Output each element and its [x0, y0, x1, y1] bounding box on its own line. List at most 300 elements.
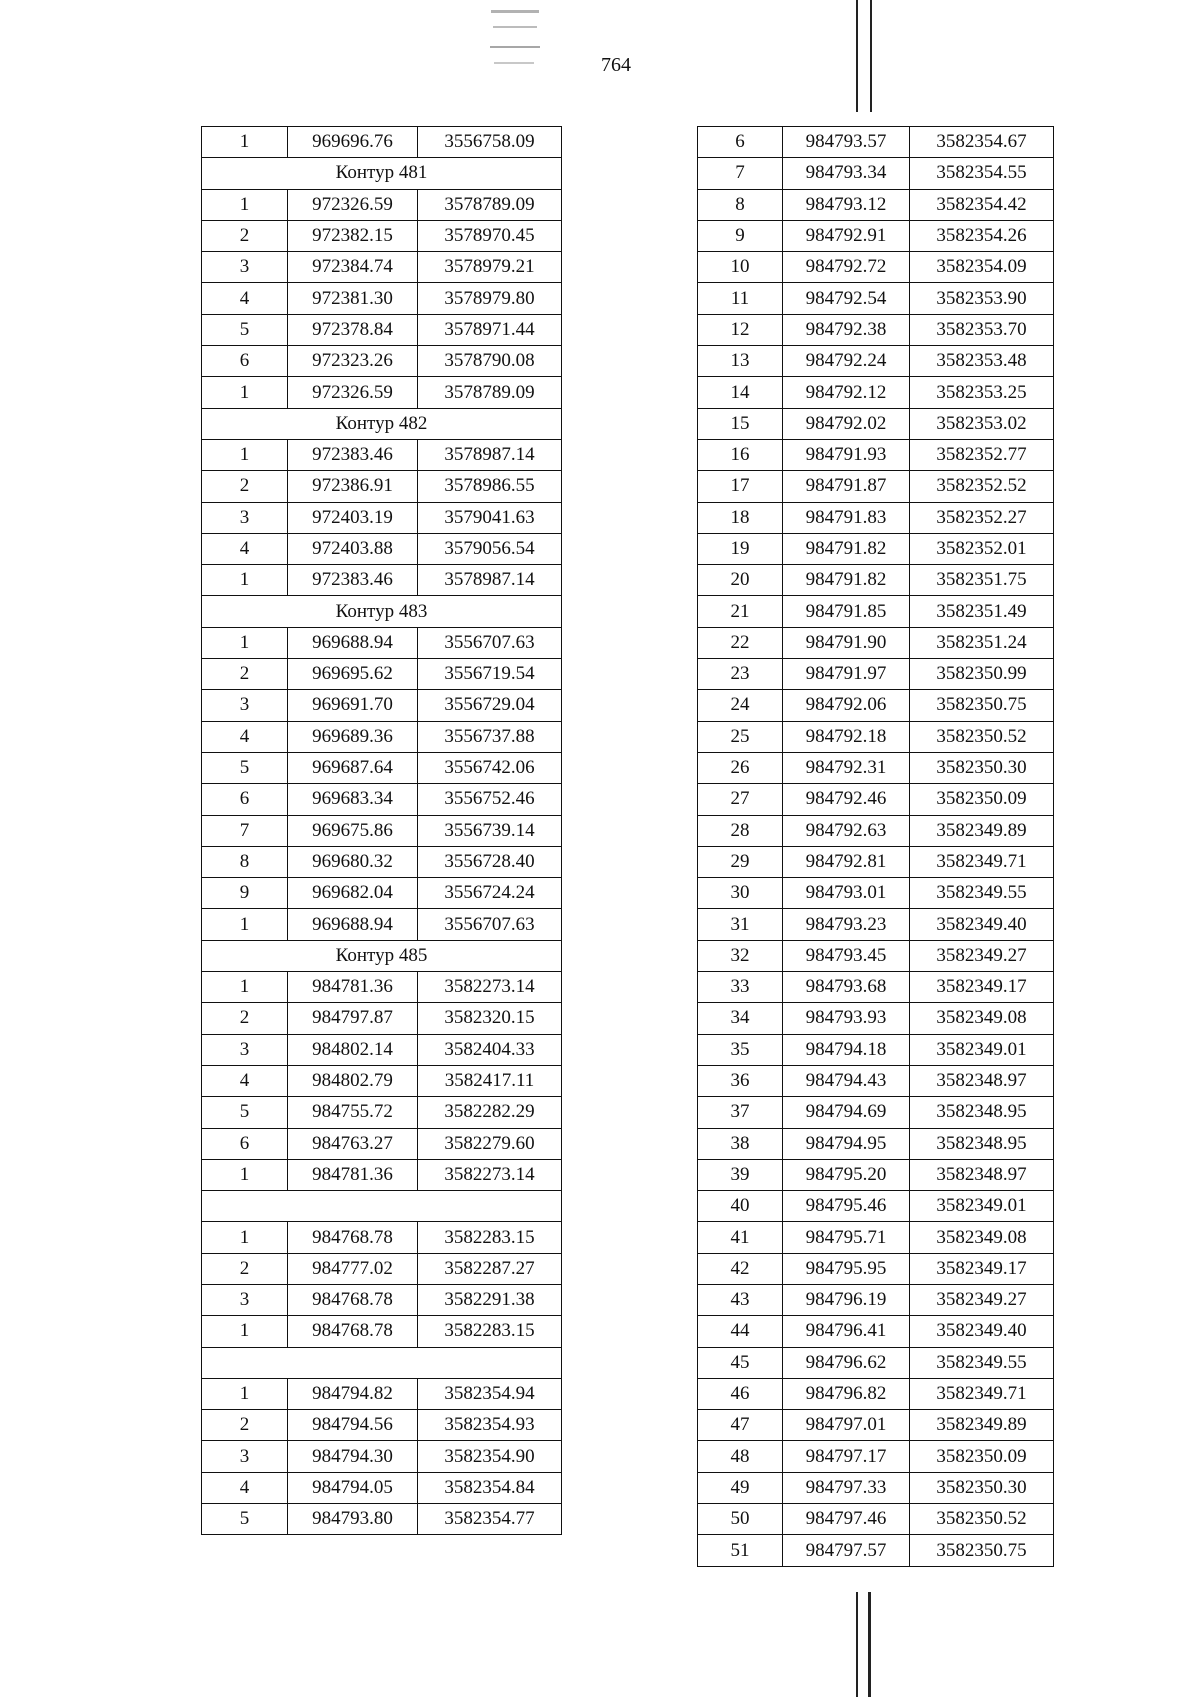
- table-row: [698, 314, 1054, 345]
- point-number: 27: [698, 784, 783, 815]
- y-coordinate: 3582279.60: [418, 1128, 562, 1159]
- scan-binding-line-bottom: [856, 1592, 858, 1697]
- table-row: [202, 1378, 562, 1409]
- point-number: 1: [202, 1159, 288, 1190]
- y-coordinate: 3582283.15: [418, 1222, 562, 1253]
- point-number: 1: [202, 439, 288, 470]
- table-row: [698, 627, 1054, 658]
- point-number: 50: [698, 1504, 783, 1535]
- point-number: 22: [698, 627, 783, 658]
- point-number: 16: [698, 439, 783, 470]
- table-row: [698, 1410, 1054, 1441]
- x-coordinate: 984791.90: [783, 627, 910, 658]
- point-number: 1: [202, 189, 288, 220]
- x-coordinate: 984793.68: [783, 972, 910, 1003]
- x-coordinate: 969687.64: [288, 752, 418, 783]
- point-number: 1: [202, 1316, 288, 1347]
- x-coordinate: 969682.04: [288, 878, 418, 909]
- x-coordinate: 984802.79: [288, 1065, 418, 1096]
- y-coordinate: 3582349.89: [910, 815, 1054, 846]
- point-number: 47: [698, 1410, 783, 1441]
- y-coordinate: 3582351.49: [910, 596, 1054, 627]
- x-coordinate: 972383.46: [288, 565, 418, 596]
- x-coordinate: 984792.38: [783, 314, 910, 345]
- contour-heading: Контур 485: [202, 940, 562, 971]
- table-row: [698, 408, 1054, 439]
- point-number: 1: [202, 909, 288, 940]
- table-row: [698, 659, 1054, 690]
- x-coordinate: 984792.12: [783, 377, 910, 408]
- table-row: [698, 690, 1054, 721]
- y-coordinate: 3582350.52: [910, 1504, 1054, 1535]
- x-coordinate: 984794.43: [783, 1065, 910, 1096]
- x-coordinate: 984794.18: [783, 1034, 910, 1065]
- table-row: [202, 846, 562, 877]
- point-number: 44: [698, 1316, 783, 1347]
- x-coordinate: 984791.87: [783, 471, 910, 502]
- table-row: [698, 1065, 1054, 1096]
- table-row: [202, 1159, 562, 1190]
- y-coordinate: 3582348.95: [910, 1097, 1054, 1128]
- x-coordinate: 984795.20: [783, 1159, 910, 1190]
- y-coordinate: 3582350.52: [910, 721, 1054, 752]
- scan-artifact-top: [493, 26, 537, 28]
- point-number: 5: [202, 1504, 288, 1535]
- y-coordinate: 3582349.55: [910, 1347, 1054, 1378]
- contour-heading: Контур 482: [202, 408, 562, 439]
- contour-heading-row: [202, 1191, 562, 1222]
- y-coordinate: 3582353.02: [910, 408, 1054, 439]
- x-coordinate: 984793.23: [783, 909, 910, 940]
- point-number: 5: [202, 752, 288, 783]
- x-coordinate: 984793.93: [783, 1003, 910, 1034]
- point-number: 13: [698, 346, 783, 377]
- x-coordinate: 969689.36: [288, 721, 418, 752]
- point-number: 1: [202, 1378, 288, 1409]
- contour-heading: Контур 481: [202, 158, 562, 189]
- x-coordinate: 984793.12: [783, 189, 910, 220]
- y-coordinate: 3556729.04: [418, 690, 562, 721]
- x-coordinate: 972383.46: [288, 439, 418, 470]
- table-row: [202, 346, 562, 377]
- table-row: [698, 815, 1054, 846]
- y-coordinate: 3582348.97: [910, 1065, 1054, 1096]
- x-coordinate: 984792.72: [783, 252, 910, 283]
- y-coordinate: 3578987.14: [418, 439, 562, 470]
- y-coordinate: 3556737.88: [418, 721, 562, 752]
- table-row: [202, 659, 562, 690]
- table-row: [698, 878, 1054, 909]
- y-coordinate: 3582354.90: [418, 1441, 562, 1472]
- point-number: 45: [698, 1347, 783, 1378]
- y-coordinate: 3556739.14: [418, 815, 562, 846]
- table-row: [202, 1222, 562, 1253]
- point-number: 1: [202, 127, 288, 158]
- point-number: 3: [202, 690, 288, 721]
- x-coordinate: 969696.76: [288, 127, 418, 158]
- y-coordinate: 3582350.30: [910, 752, 1054, 783]
- table-row: [698, 846, 1054, 877]
- x-coordinate: 984763.27: [288, 1128, 418, 1159]
- point-number: 6: [698, 127, 783, 158]
- contour-heading-row: [202, 1347, 562, 1378]
- x-coordinate: 984792.46: [783, 784, 910, 815]
- y-coordinate: 3556707.63: [418, 909, 562, 940]
- scan-binding-line-top: [870, 0, 872, 112]
- point-number: 11: [698, 283, 783, 314]
- y-coordinate: 3582349.71: [910, 846, 1054, 877]
- x-coordinate: 984792.54: [783, 283, 910, 314]
- scan-artifact-top: [491, 10, 539, 13]
- x-coordinate: 984791.85: [783, 596, 910, 627]
- table-row: [698, 784, 1054, 815]
- table-row: [202, 1003, 562, 1034]
- x-coordinate: 984796.82: [783, 1378, 910, 1409]
- table-row: [202, 314, 562, 345]
- point-number: 39: [698, 1159, 783, 1190]
- point-number: 30: [698, 878, 783, 909]
- point-number: 20: [698, 565, 783, 596]
- coordinates-table-left: [201, 126, 562, 1535]
- scan-artifact-top: [494, 62, 534, 64]
- y-coordinate: 3582353.90: [910, 283, 1054, 314]
- contour-heading-row: [202, 596, 562, 627]
- y-coordinate: 3582354.42: [910, 189, 1054, 220]
- x-coordinate: 984795.71: [783, 1222, 910, 1253]
- y-coordinate: 3582350.30: [910, 1472, 1054, 1503]
- y-coordinate: 3582353.25: [910, 377, 1054, 408]
- x-coordinate: 984792.02: [783, 408, 910, 439]
- x-coordinate: 969683.34: [288, 784, 418, 815]
- x-coordinate: 984797.46: [783, 1504, 910, 1535]
- x-coordinate: 969688.94: [288, 909, 418, 940]
- y-coordinate: 3556742.06: [418, 752, 562, 783]
- x-coordinate: 984781.36: [288, 1159, 418, 1190]
- x-coordinate: 972326.59: [288, 189, 418, 220]
- x-coordinate: 984794.56: [288, 1410, 418, 1441]
- x-coordinate: 984791.82: [783, 565, 910, 596]
- point-number: 18: [698, 502, 783, 533]
- point-number: 1: [202, 1222, 288, 1253]
- x-coordinate: 984791.83: [783, 502, 910, 533]
- x-coordinate: 984796.19: [783, 1284, 910, 1315]
- point-number: 41: [698, 1222, 783, 1253]
- table-row: [698, 127, 1054, 158]
- point-number: 3: [202, 502, 288, 533]
- point-number: 26: [698, 752, 783, 783]
- point-number: 2: [202, 1410, 288, 1441]
- y-coordinate: 3582349.27: [910, 1284, 1054, 1315]
- table-row: [202, 1034, 562, 1065]
- table-row: [698, 1472, 1054, 1503]
- x-coordinate: 984794.95: [783, 1128, 910, 1159]
- point-number: 31: [698, 909, 783, 940]
- coordinates-table-right: [697, 126, 1054, 1567]
- table-row: [202, 252, 562, 283]
- x-coordinate: 972378.84: [288, 314, 418, 345]
- y-coordinate: 3578979.21: [418, 252, 562, 283]
- scan-artifact-top: [490, 46, 540, 48]
- x-coordinate: 972381.30: [288, 283, 418, 314]
- y-coordinate: 3582350.75: [910, 1535, 1054, 1566]
- x-coordinate: 984792.31: [783, 752, 910, 783]
- point-number: 35: [698, 1034, 783, 1065]
- y-coordinate: 3582350.09: [910, 1441, 1054, 1472]
- table-row: [698, 283, 1054, 314]
- table-row: [698, 1378, 1054, 1409]
- x-coordinate: 984791.93: [783, 439, 910, 470]
- table-row: [698, 471, 1054, 502]
- x-coordinate: 984768.78: [288, 1316, 418, 1347]
- x-coordinate: 984792.24: [783, 346, 910, 377]
- table-row: [698, 377, 1054, 408]
- point-number: 6: [202, 346, 288, 377]
- table-row: [698, 721, 1054, 752]
- point-number: 29: [698, 846, 783, 877]
- table-row: [698, 1316, 1054, 1347]
- point-number: 1: [202, 565, 288, 596]
- x-coordinate: 984793.01: [783, 878, 910, 909]
- point-number: 24: [698, 690, 783, 721]
- x-coordinate: 984755.72: [288, 1097, 418, 1128]
- y-coordinate: 3582349.89: [910, 1410, 1054, 1441]
- table-row: [698, 1003, 1054, 1034]
- point-number: 6: [202, 1128, 288, 1159]
- x-coordinate: 984792.06: [783, 690, 910, 721]
- point-number: 1: [202, 972, 288, 1003]
- table-row: [698, 158, 1054, 189]
- y-coordinate: 3578971.44: [418, 314, 562, 345]
- y-coordinate: 3582354.93: [418, 1410, 562, 1441]
- y-coordinate: 3578789.09: [418, 189, 562, 220]
- point-number: 8: [202, 846, 288, 877]
- y-coordinate: 3582349.17: [910, 972, 1054, 1003]
- x-coordinate: 984791.82: [783, 533, 910, 564]
- y-coordinate: 3582320.15: [418, 1003, 562, 1034]
- point-number: 21: [698, 596, 783, 627]
- y-coordinate: 3582273.14: [418, 1159, 562, 1190]
- table-row: [202, 1472, 562, 1503]
- point-number: 14: [698, 377, 783, 408]
- point-number: 7: [202, 815, 288, 846]
- y-coordinate: 3582352.77: [910, 439, 1054, 470]
- point-number: 9: [202, 878, 288, 909]
- table-row: [202, 1504, 562, 1535]
- table-row: [698, 1284, 1054, 1315]
- point-number: 38: [698, 1128, 783, 1159]
- y-coordinate: 3556724.24: [418, 878, 562, 909]
- x-coordinate: 984793.80: [288, 1504, 418, 1535]
- x-coordinate: 984797.01: [783, 1410, 910, 1441]
- y-coordinate: 3556758.09: [418, 127, 562, 158]
- y-coordinate: 3582350.75: [910, 690, 1054, 721]
- y-coordinate: 3582353.48: [910, 346, 1054, 377]
- table-row: [698, 1535, 1054, 1566]
- point-number: 4: [202, 1472, 288, 1503]
- table-row: [202, 1441, 562, 1472]
- point-number: 12: [698, 314, 783, 345]
- y-coordinate: 3578986.55: [418, 471, 562, 502]
- y-coordinate: 3582352.27: [910, 502, 1054, 533]
- y-coordinate: 3582354.09: [910, 252, 1054, 283]
- x-coordinate: 969695.62: [288, 659, 418, 690]
- y-coordinate: 3582273.14: [418, 972, 562, 1003]
- x-coordinate: 984794.30: [288, 1441, 418, 1472]
- x-coordinate: 969688.94: [288, 627, 418, 658]
- x-coordinate: 984797.57: [783, 1535, 910, 1566]
- table-row: [698, 1097, 1054, 1128]
- table-row: [202, 127, 562, 158]
- point-number: 51: [698, 1535, 783, 1566]
- table-row: [202, 815, 562, 846]
- x-coordinate: 984797.17: [783, 1441, 910, 1472]
- x-coordinate: 984794.69: [783, 1097, 910, 1128]
- point-number: 28: [698, 815, 783, 846]
- table-row: [202, 1128, 562, 1159]
- table-row: [202, 784, 562, 815]
- y-coordinate: 3556719.54: [418, 659, 562, 690]
- point-number: 4: [202, 1065, 288, 1096]
- y-coordinate: 3556728.40: [418, 846, 562, 877]
- table-row: [698, 533, 1054, 564]
- table-row: [202, 1316, 562, 1347]
- x-coordinate: 984792.18: [783, 721, 910, 752]
- point-number: 33: [698, 972, 783, 1003]
- table-row: [698, 1222, 1054, 1253]
- y-coordinate: 3582404.33: [418, 1034, 562, 1065]
- x-coordinate: 984792.81: [783, 846, 910, 877]
- table-row: [202, 377, 562, 408]
- table-row: [202, 502, 562, 533]
- y-coordinate: 3578979.80: [418, 283, 562, 314]
- table-row: [698, 252, 1054, 283]
- table-row: [698, 1191, 1054, 1222]
- point-number: 32: [698, 940, 783, 971]
- contour-heading: [202, 1191, 562, 1222]
- y-coordinate: 3582352.52: [910, 471, 1054, 502]
- y-coordinate: 3582353.70: [910, 314, 1054, 345]
- y-coordinate: 3582354.94: [418, 1378, 562, 1409]
- x-coordinate: 969675.86: [288, 815, 418, 846]
- point-number: 3: [202, 1441, 288, 1472]
- y-coordinate: 3578790.08: [418, 346, 562, 377]
- contour-heading: Контур 483: [202, 596, 562, 627]
- scan-binding-line-bottom: [868, 1592, 871, 1697]
- x-coordinate: 984796.62: [783, 1347, 910, 1378]
- table-row: [698, 346, 1054, 377]
- point-number: 25: [698, 721, 783, 752]
- point-number: 42: [698, 1253, 783, 1284]
- x-coordinate: 972326.59: [288, 377, 418, 408]
- y-coordinate: 3582354.26: [910, 220, 1054, 251]
- table-row: [698, 1347, 1054, 1378]
- point-number: 19: [698, 533, 783, 564]
- scan-binding-line-top: [856, 0, 858, 112]
- x-coordinate: 984794.05: [288, 1472, 418, 1503]
- y-coordinate: 3582348.97: [910, 1159, 1054, 1190]
- y-coordinate: 3582349.17: [910, 1253, 1054, 1284]
- point-number: 2: [202, 471, 288, 502]
- point-number: 2: [202, 659, 288, 690]
- y-coordinate: 3582282.29: [418, 1097, 562, 1128]
- y-coordinate: 3582349.40: [910, 1316, 1054, 1347]
- x-coordinate: 984781.36: [288, 972, 418, 1003]
- x-coordinate: 972323.26: [288, 346, 418, 377]
- x-coordinate: 984777.02: [288, 1253, 418, 1284]
- table-row: [202, 972, 562, 1003]
- table-row: [202, 721, 562, 752]
- point-number: 8: [698, 189, 783, 220]
- x-coordinate: 984793.45: [783, 940, 910, 971]
- x-coordinate: 984768.78: [288, 1222, 418, 1253]
- y-coordinate: 3582349.01: [910, 1034, 1054, 1065]
- point-number: 3: [202, 1034, 288, 1065]
- point-number: 15: [698, 408, 783, 439]
- table-row: [202, 627, 562, 658]
- table-row: [202, 1284, 562, 1315]
- contour-heading: [202, 1347, 562, 1378]
- contour-heading-row: [202, 940, 562, 971]
- x-coordinate: 984796.41: [783, 1316, 910, 1347]
- table-row: [698, 439, 1054, 470]
- page-number: 764: [601, 54, 631, 76]
- table-row: [698, 1441, 1054, 1472]
- point-number: 4: [202, 283, 288, 314]
- x-coordinate: 984768.78: [288, 1284, 418, 1315]
- table-row: [202, 220, 562, 251]
- point-number: 43: [698, 1284, 783, 1315]
- y-coordinate: 3582349.55: [910, 878, 1054, 909]
- y-coordinate: 3582354.67: [910, 127, 1054, 158]
- table-row: [202, 1410, 562, 1441]
- table-row: [202, 752, 562, 783]
- table-row: [202, 565, 562, 596]
- y-coordinate: 3582350.99: [910, 659, 1054, 690]
- x-coordinate: 984797.33: [783, 1472, 910, 1503]
- table-row: [698, 1504, 1054, 1535]
- table-row: [202, 1065, 562, 1096]
- point-number: 9: [698, 220, 783, 251]
- y-coordinate: 3582349.08: [910, 1003, 1054, 1034]
- point-number: 37: [698, 1097, 783, 1128]
- table-row: [698, 1034, 1054, 1065]
- table-row: [698, 1159, 1054, 1190]
- y-coordinate: 3582283.15: [418, 1316, 562, 1347]
- table-row: [202, 533, 562, 564]
- table-row: [698, 752, 1054, 783]
- table-row: [698, 220, 1054, 251]
- table-row: [202, 189, 562, 220]
- y-coordinate: 3582349.08: [910, 1222, 1054, 1253]
- point-number: 2: [202, 220, 288, 251]
- x-coordinate: 972382.15: [288, 220, 418, 251]
- table-row: [698, 940, 1054, 971]
- table-row: [202, 471, 562, 502]
- table-row: [202, 1097, 562, 1128]
- x-coordinate: 984797.87: [288, 1003, 418, 1034]
- point-number: 1: [202, 377, 288, 408]
- table-row: [698, 1128, 1054, 1159]
- point-number: 5: [202, 1097, 288, 1128]
- table-row: [202, 439, 562, 470]
- table-row: [202, 283, 562, 314]
- point-number: 4: [202, 533, 288, 564]
- point-number: 23: [698, 659, 783, 690]
- point-number: 48: [698, 1441, 783, 1472]
- contour-heading-row: [202, 408, 562, 439]
- point-number: 5: [202, 314, 288, 345]
- y-coordinate: 3556707.63: [418, 627, 562, 658]
